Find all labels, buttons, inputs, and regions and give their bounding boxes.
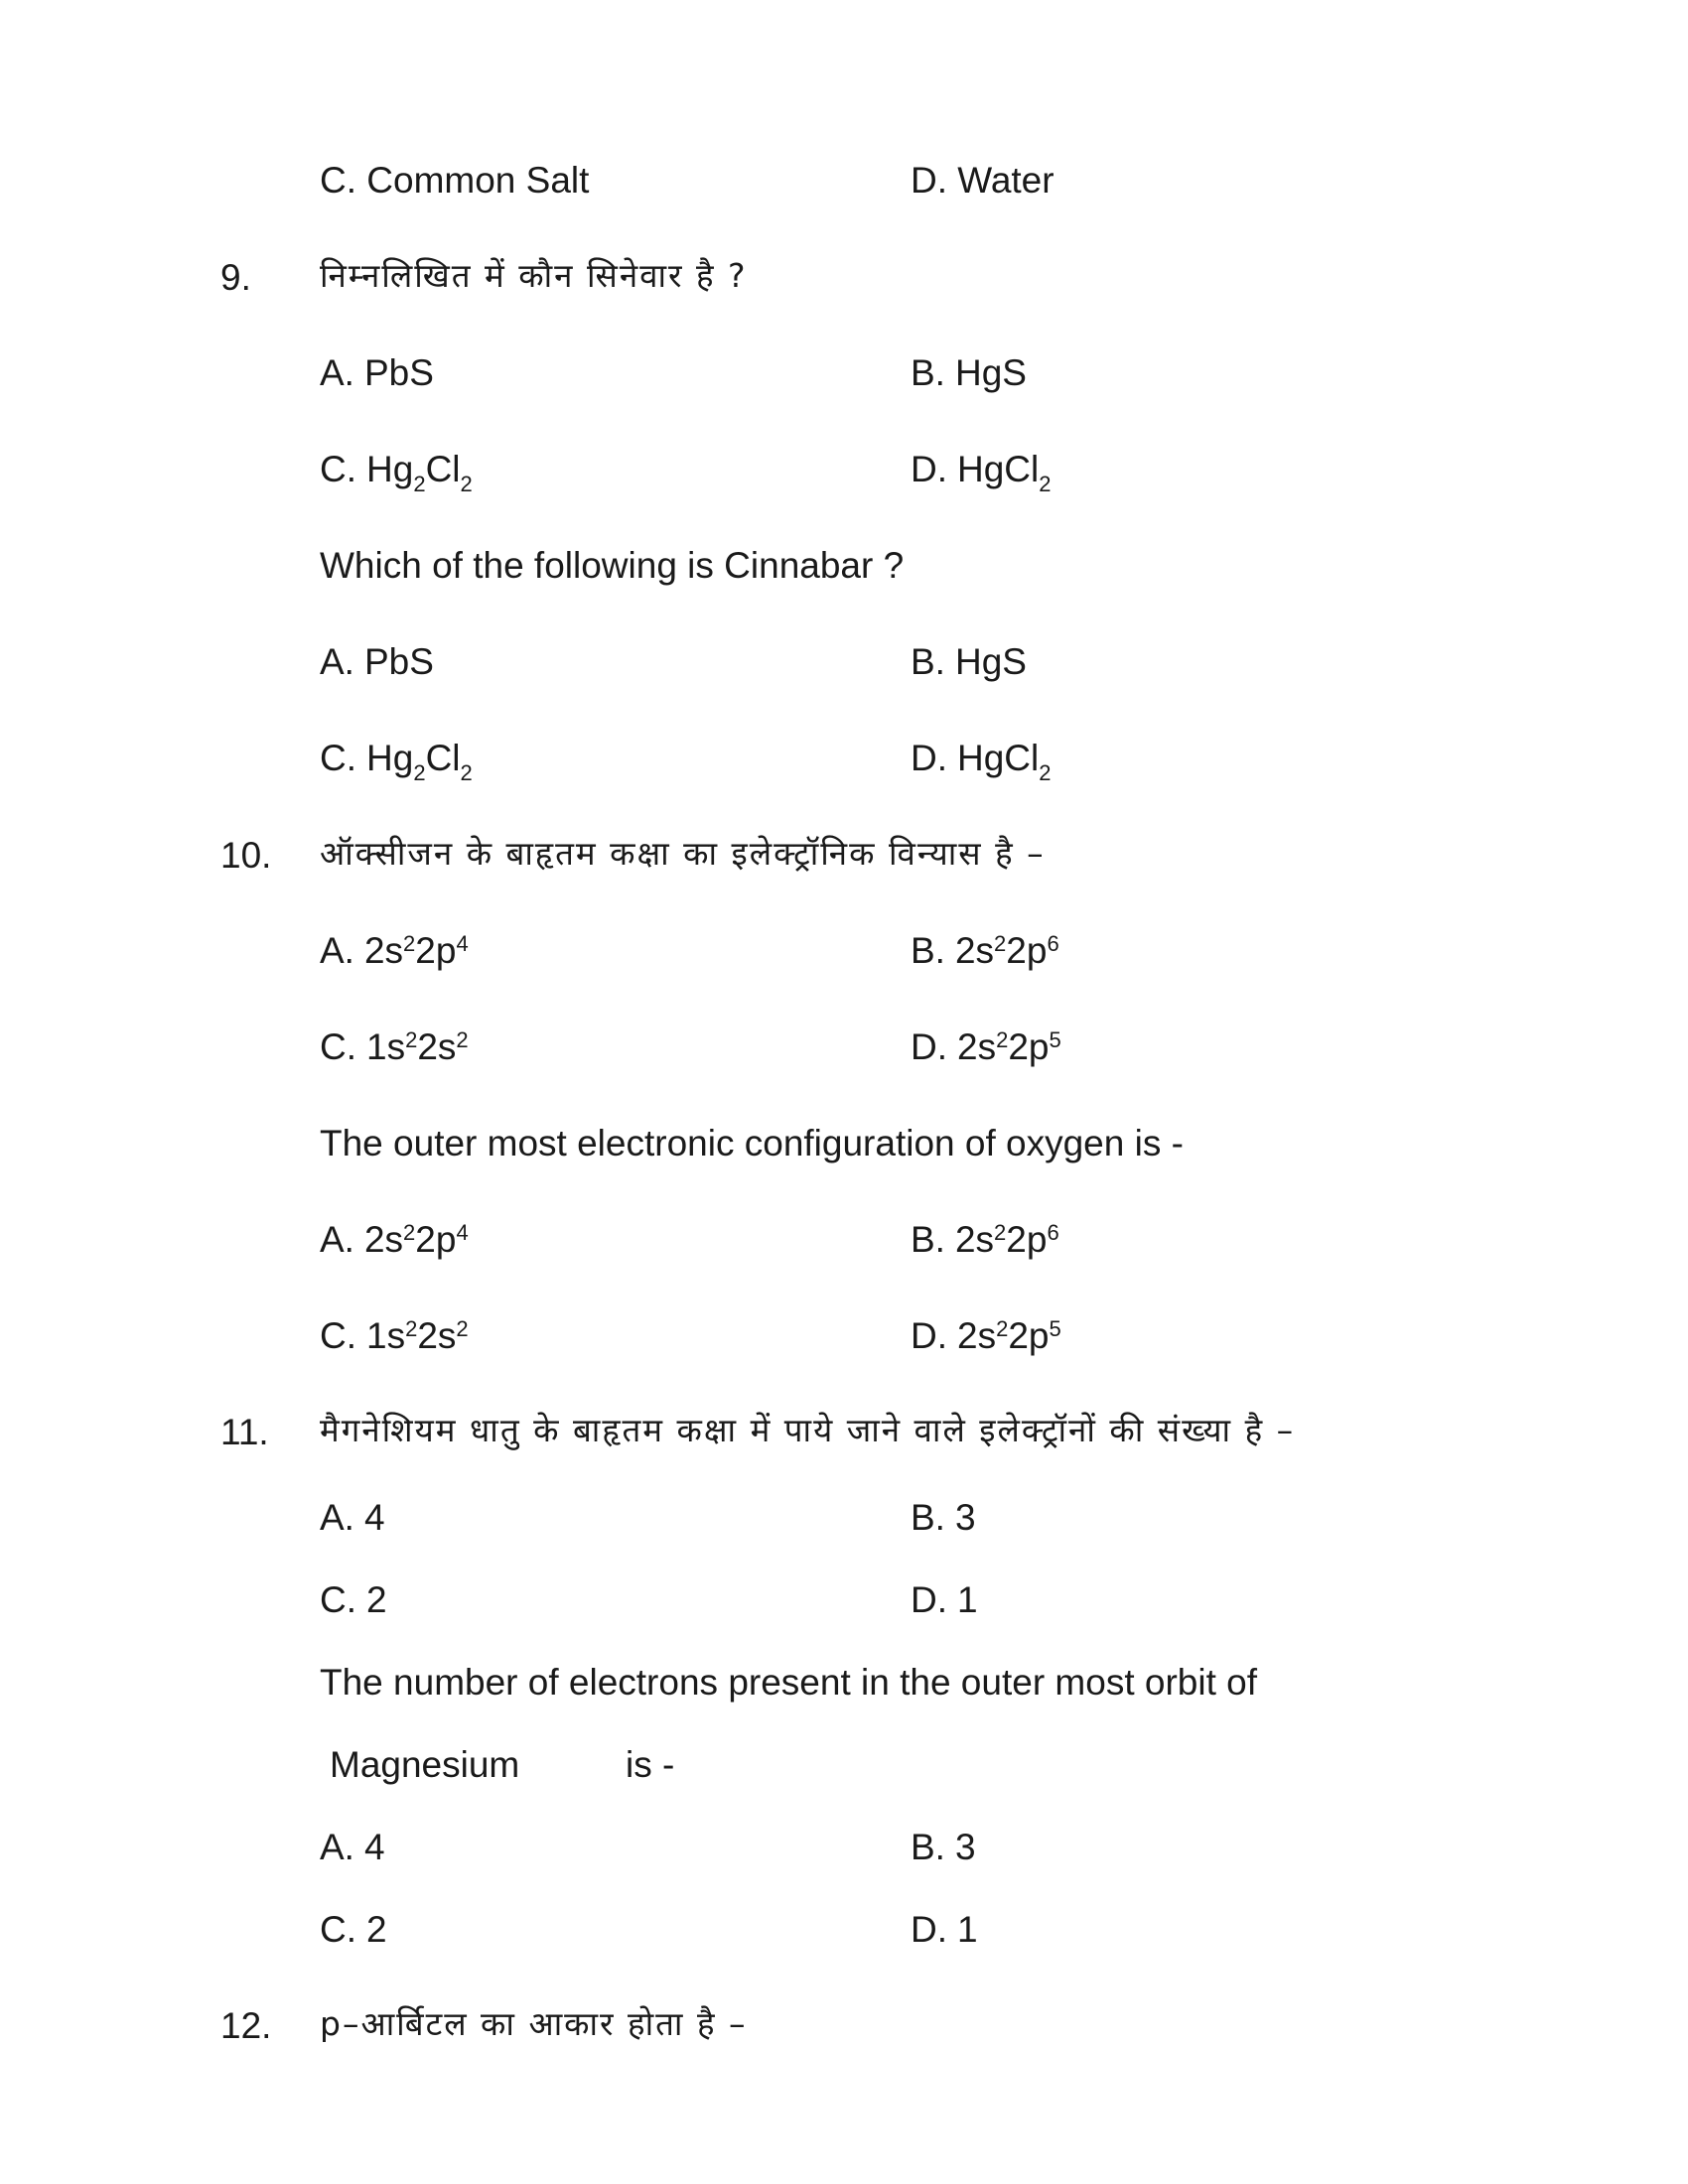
question-9-english-text: Which of the following is Cinnabar ? — [320, 545, 905, 586]
option-value: $2s^22p^6$ — [954, 930, 1059, 971]
option-label: C. — [320, 738, 356, 778]
option-value: 2 — [366, 1579, 387, 1620]
option-label: A. — [320, 352, 354, 393]
q10-hi-option-c — [320, 1028, 469, 1065]
option-value: $2s^22p^6$ — [954, 1219, 1059, 1260]
q11-en-option-a — [320, 1829, 385, 1865]
option-label: B. — [911, 1219, 945, 1260]
q9-en-option-c — [320, 738, 473, 785]
option-label: C. — [320, 1026, 356, 1067]
option-value: 4 — [363, 1497, 385, 1538]
option-value: 2 — [366, 1909, 387, 1950]
option-label: B. — [911, 1827, 945, 1867]
option-label: C. — [320, 449, 356, 489]
option-value: $1s^22s^2$ — [366, 1026, 469, 1067]
option-value: $1s^22s^2$ — [366, 1315, 469, 1356]
q11-hi-option-d — [911, 1581, 978, 1618]
q10-en-option-b — [911, 1221, 1059, 1258]
option-d-water: D. Water — [911, 160, 1055, 201]
option-value: 3 — [954, 1827, 976, 1867]
option-label: B. — [911, 352, 945, 393]
option-value: $Hg_2Cl_2$ — [366, 449, 473, 496]
q11-en-option-c — [320, 1911, 387, 1948]
question-10-number: 10. — [220, 835, 272, 876]
option-value: PbS — [363, 641, 434, 682]
question-11-number: 11. — [220, 1412, 269, 1452]
question-12-number: 12. — [220, 2005, 272, 2046]
option-label: B. — [911, 930, 945, 971]
option-label: A. — [320, 1219, 354, 1260]
q9-hi-option-d — [911, 449, 1052, 496]
option-value: HgCl$_2$ — [957, 738, 1052, 785]
option-label: D. — [911, 1909, 947, 1950]
q11-en-option-d — [911, 1911, 978, 1948]
q10-hi-option-d — [911, 1028, 1061, 1065]
option-value: HgS — [954, 352, 1027, 393]
q11-en-option-b — [911, 1829, 976, 1865]
question-11-english-word-magnesium: Magnesium — [330, 1744, 520, 1785]
q10-en-option-c — [320, 1317, 469, 1354]
q10-en-option-d — [911, 1317, 1061, 1354]
option-c-common-salt: C. Common Salt — [320, 160, 590, 201]
q9-en-option-a — [320, 643, 434, 680]
question-11-english-line-1: The number of electrons present in the outer most orbit of — [320, 1662, 1257, 1703]
option-value: $2s^22p^5$ — [957, 1026, 1061, 1067]
option-value: PbS — [363, 352, 434, 393]
option-value: HgCl$_2$ — [957, 449, 1052, 496]
question-12-hindi-text: p–आर्बिटल का आकार होता है – — [320, 2004, 748, 2043]
option-label: C. — [320, 1315, 356, 1356]
q9-hi-option-b — [911, 354, 1027, 391]
option-value: $2s^22p^5$ — [957, 1315, 1061, 1356]
option-value: $2s^22p^4$ — [363, 1219, 469, 1260]
option-label: D. — [911, 449, 947, 489]
option-label: B. — [911, 641, 945, 682]
option-value: 1 — [957, 1909, 978, 1950]
question-11-english-line-2-end: is - — [626, 1744, 675, 1785]
q9-en-option-b — [911, 643, 1027, 680]
option-label: A. — [320, 1827, 354, 1867]
option-label: C. — [320, 1579, 356, 1620]
q9-hi-option-c — [320, 449, 473, 496]
option-value: HgS — [954, 641, 1027, 682]
option-label: B. — [911, 1497, 945, 1538]
option-label: D. — [911, 738, 947, 778]
q9-en-option-d — [911, 738, 1052, 785]
option-value: 3 — [954, 1497, 976, 1538]
q11-hi-option-c — [320, 1581, 387, 1618]
question-10-english-text: The outer most electronic configuration of oxygen is - — [320, 1123, 1184, 1163]
option-label: A. — [320, 1497, 354, 1538]
option-label: A. — [320, 930, 354, 971]
question-9-hindi-text: निम्नलिखित में कौन सिनेवार है ? — [320, 256, 748, 295]
option-value: 4 — [363, 1827, 385, 1867]
option-label: D. — [911, 1026, 947, 1067]
option-label: D. — [911, 1315, 947, 1356]
question-10-hindi-text: ऑक्सीजन के बाहृतम कक्षा का इलेक्ट्रॉनिक विन्यास है – — [320, 834, 1046, 873]
option-label: C. — [320, 1909, 356, 1950]
option-value: $Hg_2Cl_2$ — [366, 738, 473, 785]
option-label: D. — [911, 1579, 947, 1620]
q10-en-option-a — [320, 1221, 469, 1258]
q10-hi-option-a — [320, 932, 469, 969]
option-label: A. — [320, 641, 354, 682]
question-11-hindi-text: मैगनेशियम धातु के बाहृतम कक्षा में पाये जाने वाले इलेक्ट्रॉनों की संख्या है – — [320, 1411, 1296, 1449]
option-value: 1 — [957, 1579, 978, 1620]
q10-hi-option-b — [911, 932, 1059, 969]
option-value: $2s^22p^4$ — [363, 930, 469, 971]
q11-hi-option-a — [320, 1499, 385, 1536]
question-9-number: 9. — [220, 257, 251, 298]
q9-hi-option-a — [320, 354, 434, 391]
q11-hi-option-b — [911, 1499, 976, 1536]
